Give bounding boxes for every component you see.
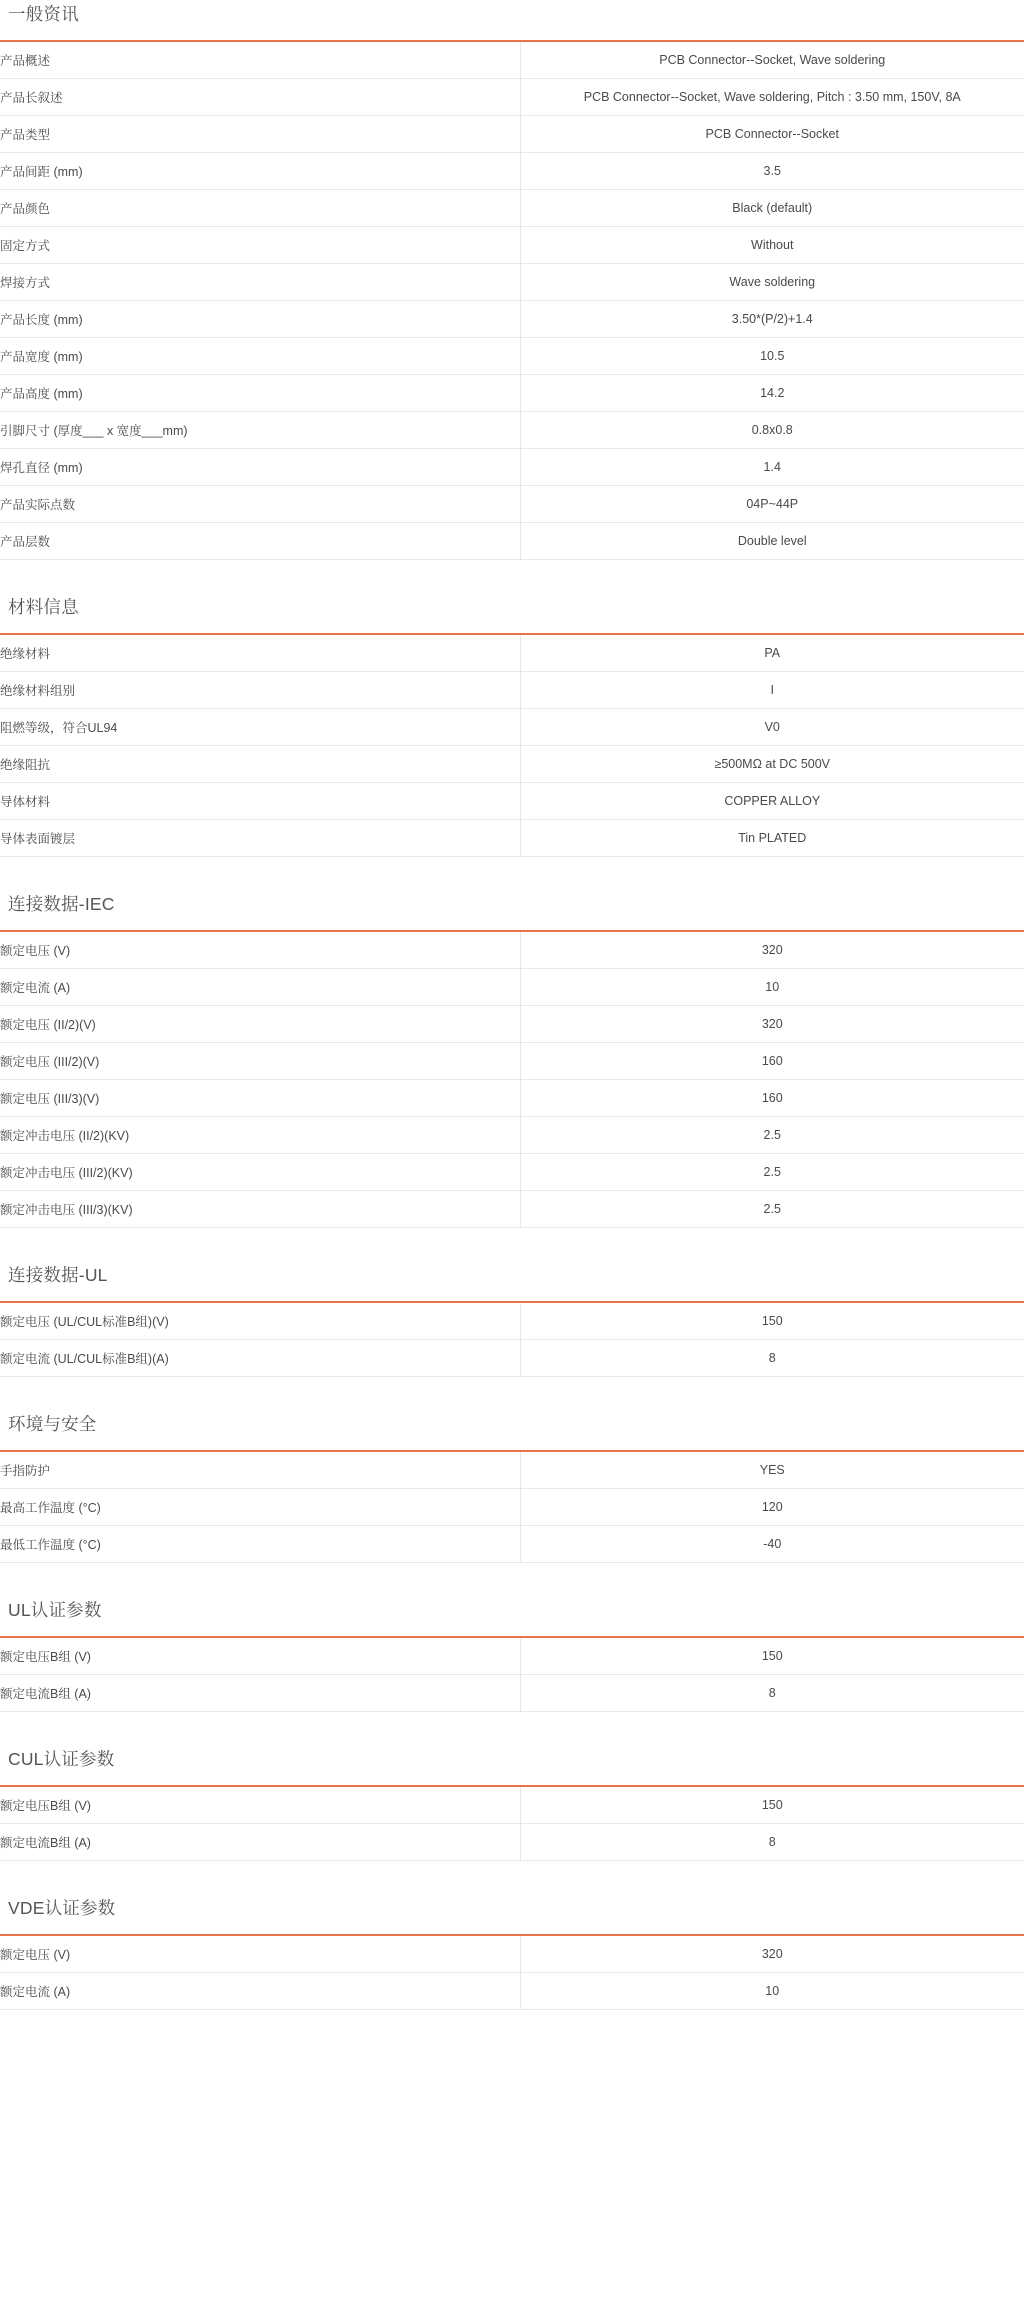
spec-label: 额定电压 (III/3)(V) xyxy=(0,1080,520,1117)
spec-label: 额定电压B组 (V) xyxy=(0,1786,520,1824)
table-row xyxy=(0,1080,1024,1117)
spec-value: 8 xyxy=(768,1835,776,1849)
spec-label: 导体材料 xyxy=(0,783,520,820)
spec-label: 绝缘材料 xyxy=(0,634,520,672)
spec-value: Wave soldering xyxy=(729,275,816,289)
spec-section xyxy=(0,1597,1024,1712)
section-title: 连接数据-UL xyxy=(8,1265,108,1285)
spec-label: 产品长叙述 xyxy=(0,79,520,116)
spec-label: 额定电压 (III/2)(V) xyxy=(0,1043,520,1080)
spec-value: 150 xyxy=(761,1314,783,1328)
spec-label: 额定电压 (II/2)(V) xyxy=(0,1006,520,1043)
table-row xyxy=(0,79,1024,116)
spec-section xyxy=(0,1411,1024,1563)
spec-label: 额定电流 (UL/CUL标准B组)(A) xyxy=(0,1340,520,1377)
spec-label: 产品间距 (mm) xyxy=(0,153,520,190)
spec-label: 产品宽度 (mm) xyxy=(0,338,520,375)
spec-value: PA xyxy=(764,646,781,660)
spec-value: PCB Connector--Socket, Wave soldering xyxy=(659,53,886,67)
section-title: 连接数据-IEC xyxy=(8,894,115,914)
spec-value: V0 xyxy=(764,720,780,734)
spec-label: 阻燃等级，符合UL94 xyxy=(0,709,520,746)
table-row xyxy=(0,116,1024,153)
table-row xyxy=(0,338,1024,375)
spec-value: 2.5 xyxy=(763,1165,781,1179)
spec-value: Tin PLATED xyxy=(738,831,807,845)
table-row xyxy=(0,41,1024,79)
spec-value: 10 xyxy=(765,980,780,994)
table-row xyxy=(0,783,1024,820)
spec-label: 产品颜色 xyxy=(0,190,520,227)
table-row xyxy=(0,709,1024,746)
spec-label: 引脚尺寸 (厚度___ x 宽度___mm) xyxy=(0,412,520,449)
spec-label: 手指防护 xyxy=(0,1451,520,1489)
table-row xyxy=(0,1489,1024,1526)
table-row xyxy=(0,1154,1024,1191)
spec-section xyxy=(0,1895,1024,2010)
section-title: 环境与安全 xyxy=(8,1414,97,1434)
table-row xyxy=(0,1117,1024,1154)
table-row xyxy=(0,1302,1024,1340)
table-row xyxy=(0,1526,1024,1563)
table-row xyxy=(0,820,1024,857)
table-row xyxy=(0,1973,1024,2010)
spec-label: 最高工作温度 (°C) xyxy=(0,1489,520,1526)
spec-value: 320 xyxy=(761,1947,783,1961)
spec-value: 150 xyxy=(761,1649,783,1663)
spec-section xyxy=(0,0,1024,560)
table-row xyxy=(0,153,1024,190)
spec-section xyxy=(0,1746,1024,1861)
spec-label: 额定冲击电压 (III/3)(KV) xyxy=(0,1191,520,1228)
spec-label: 绝缘材料组别 xyxy=(0,672,520,709)
spec-value: COPPER ALLOY xyxy=(724,794,821,808)
spec-value: 2.5 xyxy=(763,1202,781,1216)
spec-value: 04P~44P xyxy=(746,497,799,511)
spec-value: 120 xyxy=(761,1500,783,1514)
spec-value: 320 xyxy=(761,943,783,957)
spec-value: 160 xyxy=(761,1091,783,1105)
table-row xyxy=(0,264,1024,301)
spec-value: YES xyxy=(759,1463,785,1477)
spec-label: 额定冲击电压 (II/2)(KV) xyxy=(0,1117,520,1154)
table-row xyxy=(0,1191,1024,1228)
spec-label: 额定电流 (A) xyxy=(0,969,520,1006)
spec-label: 额定电流B组 (A) xyxy=(0,1675,520,1712)
table-row xyxy=(0,931,1024,969)
spec-value: 320 xyxy=(761,1017,783,1031)
table-row xyxy=(0,190,1024,227)
spec-value: Without xyxy=(751,238,794,252)
table-row xyxy=(0,1675,1024,1712)
table-row xyxy=(0,672,1024,709)
spec-value: 10 xyxy=(765,1984,780,1998)
spec-value: I xyxy=(770,683,774,697)
spec-section xyxy=(0,891,1024,1228)
table-row xyxy=(0,1006,1024,1043)
spec-table xyxy=(0,1636,1024,1712)
spec-value: 3.5 xyxy=(763,164,781,178)
section-title: 材料信息 xyxy=(8,597,79,617)
spec-section xyxy=(0,594,1024,857)
spec-label: 额定电压B组 (V) xyxy=(0,1637,520,1675)
spec-label: 导体表面镀层 xyxy=(0,820,520,857)
spec-value: 1.4 xyxy=(763,460,781,474)
spec-label: 产品实际点数 xyxy=(0,486,520,523)
spec-value: PCB Connector--Socket, Wave soldering, Pitch : 3.50 mm, 150V, 8A xyxy=(583,90,961,104)
spec-table xyxy=(0,1450,1024,1563)
spec-value: 2.5 xyxy=(763,1128,781,1142)
spec-value: PCB Connector--Socket xyxy=(705,127,839,141)
spec-table xyxy=(0,633,1024,857)
table-row xyxy=(0,1824,1024,1861)
spec-label: 额定电流B组 (A) xyxy=(0,1824,520,1861)
table-row xyxy=(0,412,1024,449)
spec-value: 3.50*(P/2)+1.4 xyxy=(731,312,813,326)
spec-label: 额定电流 (A) xyxy=(0,1973,520,2010)
spec-label: 额定电压 (V) xyxy=(0,1935,520,1973)
table-row xyxy=(0,1043,1024,1080)
table-row xyxy=(0,634,1024,672)
spec-label: 额定电压 (UL/CUL标准B组)(V) xyxy=(0,1302,520,1340)
table-row xyxy=(0,227,1024,264)
table-row xyxy=(0,969,1024,1006)
section-title: 一般资讯 xyxy=(8,4,79,24)
spec-label: 产品层数 xyxy=(0,523,520,560)
table-row xyxy=(0,523,1024,560)
spec-value: ≥500MΩ at DC 500V xyxy=(714,757,831,771)
spec-label: 额定电压 (V) xyxy=(0,931,520,969)
spec-table xyxy=(0,1785,1024,1861)
spec-value: 10.5 xyxy=(760,349,785,363)
spec-label: 焊接方式 xyxy=(0,264,520,301)
spec-value: 8 xyxy=(768,1686,776,1700)
spec-table xyxy=(0,1934,1024,2010)
spec-label: 产品高度 (mm) xyxy=(0,375,520,412)
spec-section xyxy=(0,1262,1024,1377)
section-title: UL认证参数 xyxy=(8,1600,102,1620)
spec-value: 8 xyxy=(768,1351,776,1365)
spec-table xyxy=(0,40,1024,560)
spec-table xyxy=(0,930,1024,1228)
spec-value: 0.8x0.8 xyxy=(751,423,793,437)
table-row xyxy=(0,486,1024,523)
table-row xyxy=(0,1637,1024,1675)
section-title: VDE认证参数 xyxy=(8,1898,116,1918)
spec-value: 14.2 xyxy=(760,386,785,400)
spec-label: 产品长度 (mm) xyxy=(0,301,520,338)
table-row xyxy=(0,375,1024,412)
spec-label: 最低工作温度 (°C) xyxy=(0,1526,520,1563)
table-row xyxy=(0,1786,1024,1824)
table-row xyxy=(0,1451,1024,1489)
table-row xyxy=(0,449,1024,486)
table-row xyxy=(0,746,1024,783)
spec-value: 160 xyxy=(761,1054,783,1068)
spec-label: 额定冲击电压 (III/2)(KV) xyxy=(0,1154,520,1191)
spec-label: 固定方式 xyxy=(0,227,520,264)
spec-label: 绝缘阻抗 xyxy=(0,746,520,783)
spec-value: -40 xyxy=(763,1537,782,1551)
spec-label: 焊孔直径 (mm) xyxy=(0,449,520,486)
spec-table xyxy=(0,1301,1024,1377)
spec-value: Black (default) xyxy=(732,201,813,215)
spec-label: 产品类型 xyxy=(0,116,520,153)
section-title: CUL认证参数 xyxy=(8,1749,115,1769)
table-row xyxy=(0,1935,1024,1973)
spec-label: 产品概述 xyxy=(0,41,520,79)
spec-value: 150 xyxy=(761,1798,783,1812)
table-row xyxy=(0,301,1024,338)
table-row xyxy=(0,1340,1024,1377)
spec-value: Double level xyxy=(737,534,807,548)
